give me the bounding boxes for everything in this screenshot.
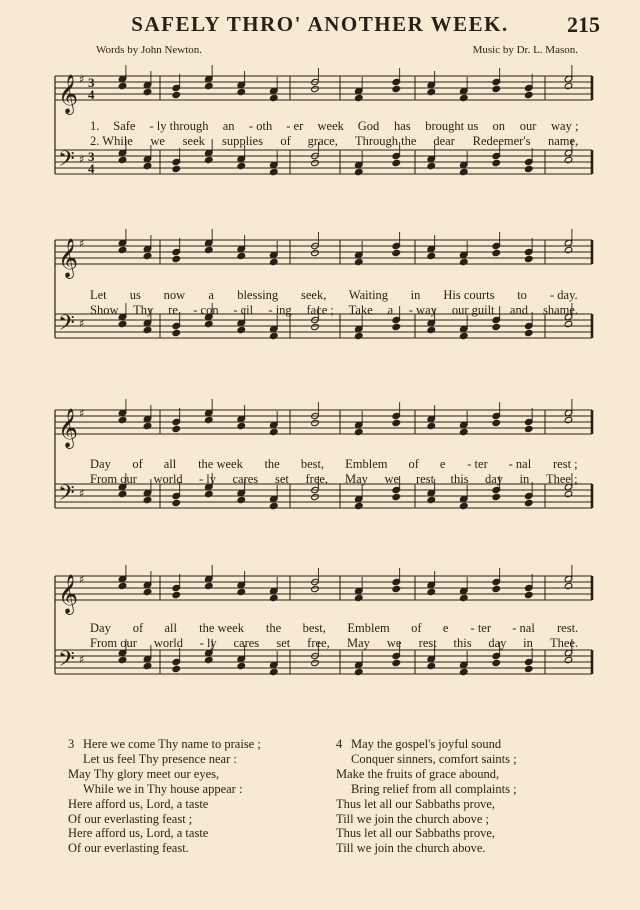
bass-clef-icon: 𝄢 [58,147,75,177]
lyric-syllable: of [411,621,422,635]
lyric-syllable: in [519,472,530,486]
lyric-syllable: His courts [443,288,495,302]
lyric-syllable: rest. [557,621,579,635]
note-head [143,252,152,259]
note-head [492,659,501,666]
treble-staff [55,229,592,279]
note-head [237,162,246,169]
note-head [172,425,181,432]
lyric-syllable: in [410,288,421,302]
lyric-syllable: 1. [90,119,100,133]
lyric-syllable: all [163,457,177,471]
note-head [564,156,573,163]
note-head [172,329,181,336]
sharp-icon: ♯ [79,317,85,330]
note-head [354,94,363,101]
lyric-syllable: a [208,288,214,302]
note-head [524,91,533,98]
sharp-icon: ♯ [79,237,85,250]
note-head [269,502,278,509]
lyric-syllable: best, [300,457,325,471]
lyric-syllable: the week [198,457,243,471]
verse-line: While we in Thy house appear : [83,781,243,796]
lyric-line [0,288,640,302]
note-head [269,94,278,101]
note-head [118,320,127,327]
verse-line: Of our everlasting feast ; [68,811,193,826]
lyric-syllable: free, [305,472,329,486]
note-head [564,246,573,253]
note-head [204,656,213,663]
note-head [459,332,468,339]
lyric-syllable: blessing [237,288,279,302]
lyric-syllable: now [163,288,186,302]
treble-staff [55,65,592,115]
sharp-icon: ♯ [79,73,85,86]
note-head [492,159,501,166]
note-head [392,159,401,166]
note-head [311,85,320,92]
note-head [237,252,246,259]
verse-line: 4 May the gospel's joyful sound [336,737,502,751]
lyric-syllable: Thy [133,303,154,317]
note-head [269,668,278,675]
lyric-syllable: name, [548,134,579,148]
note-head [269,332,278,339]
note-head [459,428,468,435]
lyric-syllable: - er [286,119,304,133]
note-head [564,320,573,327]
verse-line: Make the fruits of grace abound, [336,766,500,781]
note-head [143,588,152,595]
lyric-syllable: Safe [113,119,136,133]
note-head [354,332,363,339]
lyric-syllable: in [523,636,533,650]
lyric-syllable: of [132,621,144,635]
lyric-syllable: all [164,621,177,635]
treble-clef-icon: 𝄞 [58,74,79,114]
lyric-syllable: face ; [306,303,334,317]
note-head [237,496,246,503]
lyric-syllable: - ing [268,303,292,317]
lyric-syllable: of [132,457,143,471]
note-head [237,326,246,333]
note-head [204,156,213,163]
note-head [354,428,363,435]
lyric-syllable: Thee ; [546,472,578,486]
lyric-line [0,457,640,471]
lyric-syllable: our guilt [451,303,495,317]
lyric-syllable: supplies [222,134,263,148]
note-head [311,585,320,592]
note-head [564,82,573,89]
note-head [237,422,246,429]
lyric-syllable: Take [348,303,373,317]
time-signature-top: 3 [88,149,95,164]
note-head [492,419,501,426]
treble-clef-icon: 𝄞 [58,238,79,278]
note-head [392,249,401,256]
note-head [172,255,181,262]
note-head [354,258,363,265]
note-head [392,659,401,666]
lyric-syllable: of [280,134,291,148]
bass-clef-icon: 𝄢 [58,481,75,511]
lyric-syllable: - ly through [149,119,209,133]
note-head [143,496,152,503]
verse-line: May Thy glory meet our eyes, [68,766,220,781]
note-head [392,323,401,330]
note-head [172,499,181,506]
lyric-syllable: - ter [470,621,492,635]
note-head [524,165,533,172]
verse-3 [68,737,261,856]
verse-4 [336,737,517,856]
lyric-syllable: Redeemer's [472,134,531,148]
note-head [143,162,152,169]
lyric-syllable: grace, [307,134,338,148]
hymn-title: SAFELY THRO' ANOTHER WEEK. [131,12,509,36]
note-head [204,416,213,423]
note-head [143,662,152,669]
note-head [354,502,363,509]
treble-clef-icon: 𝄞 [58,408,79,448]
note-head [118,582,127,589]
lyric-syllable: set [275,472,289,486]
lyric-syllable: Waiting [348,288,389,302]
lyric-syllable: Day [90,457,111,471]
lyric-syllable: rest [418,636,437,650]
lyric-syllable: day [488,636,507,650]
verse-line: Thus let all our Sabbaths prove, [336,796,495,811]
lyric-syllable: - cil [233,303,254,317]
verse-line: Conquer sinners, comfort saints ; [351,751,517,766]
lyric-line [0,134,640,148]
lyric-syllable: Day [90,621,111,635]
lyric-syllable: we [386,636,402,650]
lyric-syllable: seek, [301,288,327,302]
note-head [427,588,436,595]
note-head [492,585,501,592]
note-head [172,165,181,172]
note-head [354,594,363,601]
lyric-line [0,119,640,133]
verse-line: Thus let all our Sabbaths prove, [336,826,495,841]
time-signature-bottom: 4 [88,87,95,102]
note-head [392,85,401,92]
time-signature-bottom: 4 [88,161,95,176]
lyric-syllable: - nal [512,621,535,635]
verse-line: Let us feel Thy presence near : [83,751,237,766]
note-head [427,662,436,669]
verse-line: Here afford us, Lord, a taste [68,826,209,841]
verse-number: 4 [336,737,343,751]
verse-number: 3 [68,737,75,751]
note-head [237,662,246,669]
lyric-syllable: - way [408,303,437,317]
lyric-syllable: dear [433,134,455,148]
note-head [172,591,181,598]
lyric-syllable: brought us [425,119,479,133]
note-head [354,168,363,175]
lyric-syllable: - oth [249,119,273,133]
lyric-syllable: we [150,134,165,148]
lyric-syllable: and [509,303,528,317]
note-head [524,329,533,336]
note-head [459,502,468,509]
time-signature-top: 3 [88,75,95,90]
lyric-syllable: us [129,288,141,302]
sharp-icon: ♯ [79,487,85,500]
lyric-syllable: From our [90,636,137,650]
note-head [427,252,436,259]
lyric-syllable: - nal [508,457,532,471]
note-head [564,582,573,589]
note-head [564,416,573,423]
note-head [524,255,533,262]
note-head [524,499,533,506]
note-head [237,88,246,95]
bass-clef-icon: 𝄢 [58,311,75,341]
lyric-syllable: world [153,472,183,486]
lyric-syllable: rest ; [553,457,578,471]
lyric-syllable: 2. While [90,134,133,148]
lyric-syllable: re [168,303,178,317]
note-head [204,246,213,253]
note-head [204,582,213,589]
lyric-syllable: set [276,636,291,650]
note-head [311,419,320,426]
note-head [524,591,533,598]
lyric-syllable: From our [90,472,137,486]
note-head [492,85,501,92]
lyric-syllable: the [265,621,282,635]
note-head [459,258,468,265]
music-credit: Music by Dr. L. Mason. [472,44,578,56]
note-head [204,82,213,89]
note-head [427,422,436,429]
note-head [354,668,363,675]
lyric-line [0,303,640,317]
lyric-syllable: May [345,472,368,486]
lyric-syllable: on [492,119,505,133]
lyric-syllable: seek [182,134,205,148]
lyric-syllable: has [394,119,411,133]
lyric-syllable: of [408,457,419,471]
lyric-syllable: the week [199,621,244,635]
note-head [459,168,468,175]
lyric-syllable: this [453,636,472,650]
lyric-syllable: world [153,636,183,650]
verse-line: Till we join the church above ; [336,811,489,826]
note-head [392,585,401,592]
note-head [269,594,278,601]
sharp-icon: ♯ [79,153,85,166]
note-head [143,88,152,95]
lyric-syllable: e [439,457,446,471]
note-head [524,425,533,432]
lyric-syllable: Let [90,288,107,302]
note-head [311,159,320,166]
lyric-syllable: best, [302,621,326,635]
verse-line: Here afford us, Lord, a taste [68,796,209,811]
lyric-syllable: way ; [551,119,579,133]
note-head [311,249,320,256]
note-head [392,493,401,500]
lyric-syllable: May [347,636,370,650]
note-head [311,659,320,666]
note-head [524,665,533,672]
note-head [118,656,127,663]
lyric-syllable: a [387,303,394,317]
verse-line: Bring relief from all complaints ; [351,781,517,796]
note-head [143,422,152,429]
note-head [204,490,213,497]
lyric-syllable: free, [307,636,330,650]
lyric-line [0,621,640,635]
sharp-icon: ♯ [79,407,85,420]
verse-line: Of our everlasting feast. [68,841,189,856]
note-head [459,94,468,101]
note-head [427,496,436,503]
note-head [427,88,436,95]
note-head [269,168,278,175]
note-head [459,668,468,675]
lyric-syllable: our [519,119,537,133]
lyric-syllable: - ly [199,636,217,650]
verse-line: 3 Here we come Thy name to praise ; [68,737,261,751]
lyric-syllable: day [485,472,504,486]
lyric-syllable: shame. [543,303,579,317]
lyric-syllable: Emblem [345,457,388,471]
note-head [237,588,246,595]
lyric-syllable: Emblem [347,621,390,635]
treble-clef-icon: 𝄞 [58,574,79,614]
lyric-syllable: to [517,288,527,302]
lyric-syllable: rest [416,472,435,486]
lyric-syllable: Show [90,303,119,317]
verse-line: Till we join the church above. [336,841,486,856]
note-head [392,419,401,426]
words-credit: Words by John Newton. [96,44,203,56]
note-head [459,594,468,601]
lyric-syllable: the [264,457,280,471]
note-head [564,490,573,497]
note-head [492,249,501,256]
sharp-icon: ♯ [79,653,85,666]
note-head [118,156,127,163]
note-head [269,428,278,435]
lyric-syllable: week [317,119,344,133]
note-head [311,323,320,330]
page-number: 215 [567,12,600,37]
lyric-syllable: an [222,119,235,133]
note-head [269,258,278,265]
note-head [118,416,127,423]
note-head [492,493,501,500]
sharp-icon: ♯ [79,573,85,586]
note-head [564,656,573,663]
lyric-syllable: cares [232,472,259,486]
lyric-syllable: Through the [355,134,417,148]
lyric-syllable: Thee. [550,636,579,650]
lyric-syllable: - con [193,303,219,317]
note-head [118,82,127,89]
treble-staff [55,399,592,449]
bass-clef-icon: 𝄢 [58,647,75,677]
note-head [427,326,436,333]
note-head [204,320,213,327]
note-head [172,665,181,672]
note-head [427,162,436,169]
lyric-syllable: cares [233,636,260,650]
note-head [143,326,152,333]
lyric-syllable: - ter [467,457,488,471]
note-head [492,323,501,330]
lyric-syllable: - ly [199,472,217,486]
treble-staff [55,565,592,615]
lyric-syllable: we [384,472,400,486]
lyric-syllable: - day. [550,288,578,302]
note-head [118,490,127,497]
lyric-line [0,472,640,486]
lyric-syllable: this [450,472,469,486]
lyric-syllable: e [442,621,449,635]
note-head [172,91,181,98]
lyric-line [0,636,640,650]
note-head [311,493,320,500]
lyric-syllable: God [357,119,380,133]
note-head [118,246,127,253]
